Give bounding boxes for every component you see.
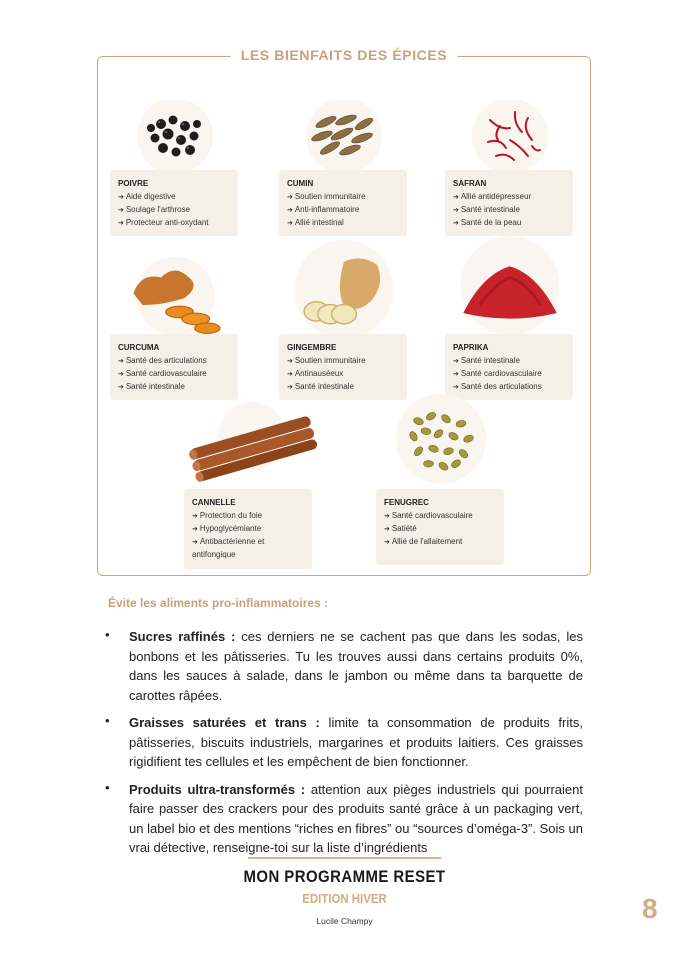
spice-card [376, 489, 504, 565]
benefit-item: ➔ Santé intestinale [287, 381, 399, 394]
spice-name: SAFRAN [453, 179, 487, 188]
benefit-item: ➔ Santé intestinale [453, 204, 565, 217]
benefit-item: ➔ Santé intestinale [118, 381, 230, 394]
spice-card [279, 334, 407, 400]
spice-card [110, 170, 238, 236]
bullet-heading: Produits ultra-transformés : [129, 781, 306, 797]
list-item [105, 627, 583, 705]
benefit-item: ➔ Antibactérienne et antifongique [192, 536, 304, 561]
bullet-heading: Sucres raffinés : [129, 629, 236, 644]
benefit-item: ➔ Soulage l'arthrose [118, 204, 230, 217]
benefit-item: ➔ Santé des articulations [453, 381, 565, 394]
spice-card [445, 170, 573, 236]
fenugreek-image [391, 391, 491, 489]
spice-name: POIVRE [118, 179, 149, 188]
benefit-item: ➔ Soutien immunitaire [287, 191, 399, 204]
benefit-item: ➔ Allié antidépresseur [453, 191, 565, 204]
bullet-heading: Graisses saturées et trans : [129, 715, 320, 730]
pepper-image [135, 100, 215, 178]
benefit-item: ➔ Santé cardiovasculaire [118, 368, 230, 381]
bullet-text: ces derniers ne se cachent pas que dans les sodas, les bonbons et les pâtisseries. Tu les trouves aussi dans certains produits 0%, dans les sauces à salade, dans le jambon ou même dans ta barquette de carottes râpées. [129, 629, 584, 703]
benefit-item: ➔ Satiété [384, 523, 496, 536]
spice-name: CANNELLE [192, 498, 236, 507]
bullet-text: limite ta consommation de produits frits, pâtisseries, biscuits industriels, margarines et produits laitiers. Ces graisses rigidifient tes cellules et les empêchent de bien fonctionner. [129, 715, 583, 769]
bullet-list [105, 627, 583, 866]
benefit-item: ➔ Protection du foie [192, 510, 304, 523]
spice-name: PAPRIKA [453, 343, 489, 352]
frame-title: LES BIENFAITS DES ÉPICES [231, 47, 458, 63]
benefit-item: ➔ Soutien immunitaire [287, 355, 399, 368]
footer-title: MON PROGRAMME RESET [243, 867, 446, 886]
bullet-text: attention aux pièges industriels qui pourraient faire passer des crackers pour des produits santé grâce à un packaging vert, un label bio et des mentions “riches en fibres” ou “sources d’oméga-3”. Sois un vrai détective, renseigne-toi sur la liste d’ingrédients [129, 781, 583, 855]
spice-name: CUMIN [287, 179, 314, 188]
benefit-item: ➔ Hypoglycémiante [192, 523, 304, 536]
spice-name: FENUGREC [384, 498, 429, 507]
benefit-item: ➔ Antinauséeux [287, 368, 399, 381]
spice-name: GINGEMBRE [287, 343, 337, 352]
benefit-item: ➔ Aide digestive [118, 191, 230, 204]
cumin-image [304, 100, 384, 178]
benefit-item: ➔ Allié de l'allaitement [384, 536, 496, 549]
spice-card [279, 170, 407, 236]
benefit-item: ➔ Santé des articulations [118, 355, 230, 368]
section-title: Évite les aliments pro-inflammatoires : [108, 596, 329, 610]
page-number: 8 [642, 893, 658, 924]
benefit-item: ➔ Santé intestinale [453, 355, 565, 368]
footer-author: Lucile Champy [316, 916, 373, 926]
list-item [105, 713, 583, 772]
spice-card [110, 334, 238, 400]
cinnamon-image [182, 399, 322, 485]
spice-name: CURCUMA [118, 343, 160, 352]
benefit-item: ➔ Santé de la peau [453, 217, 565, 230]
footer-subtitle: EDITION HIVER [302, 891, 387, 906]
benefit-item: ➔ Santé cardiovasculaire [453, 368, 565, 381]
turmeric-image [115, 252, 235, 342]
benefit-item: ➔ Santé cardiovasculaire [384, 510, 496, 523]
benefit-item: ➔ Anti-inflammatoire [287, 204, 399, 217]
footer-divider [248, 857, 441, 859]
spice-card [184, 489, 312, 569]
saffron-image [470, 100, 550, 178]
paprika-image [455, 232, 565, 342]
list-item [105, 780, 583, 858]
benefit-item: ➔ Allié intestinal [287, 217, 399, 230]
ginger-image [289, 234, 399, 342]
benefit-item: ➔ Protecteur anti-oxydant [118, 217, 230, 230]
